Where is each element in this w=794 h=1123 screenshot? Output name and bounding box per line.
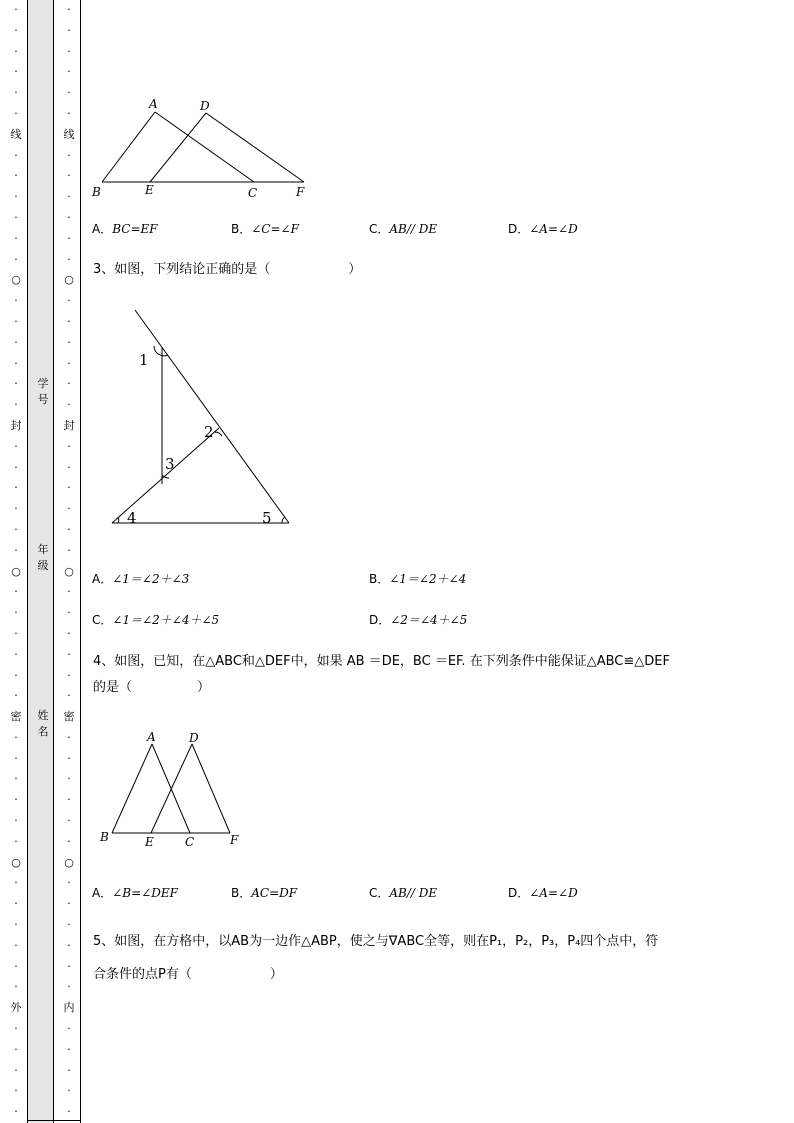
margin-dot: · <box>14 938 18 952</box>
margin-dot: · <box>67 918 71 932</box>
margin-dot: · <box>14 65 18 79</box>
margin-dot: · <box>14 377 18 391</box>
margin-dot: · <box>67 356 71 370</box>
margin-dot: · <box>14 793 18 807</box>
option-key: C． <box>92 613 113 627</box>
margin-dot: · <box>14 730 18 744</box>
q4-label-A: A <box>147 730 156 744</box>
margin-dot: · <box>14 814 18 828</box>
inner-dot-column <box>59 0 79 1123</box>
margin-dot: · <box>67 814 71 828</box>
q4-label-E: E <box>145 835 154 849</box>
margin-dot: · <box>67 606 71 620</box>
option-key: A． <box>92 886 113 900</box>
margin-dot: · <box>14 626 18 640</box>
margin-dot: · <box>67 252 71 266</box>
q4-label-B: B <box>100 830 109 844</box>
margin-dot: · <box>67 1022 71 1036</box>
margin-dot: · <box>14 1042 18 1056</box>
margin-seal-mark: 封 <box>10 418 22 432</box>
option-key: B． <box>231 222 252 236</box>
margin-dot: · <box>14 585 18 599</box>
option-text: ∠2＝∠4＋∠5 <box>390 613 468 627</box>
margin-dot: · <box>14 1105 18 1119</box>
margin-seal-mark: 封 <box>63 418 75 432</box>
margin-dot: · <box>67 647 71 661</box>
margin-dot: · <box>14 23 18 37</box>
margin-dot: · <box>14 86 18 100</box>
margin-dot: · <box>67 460 71 474</box>
margin-dot: · <box>67 876 71 890</box>
q2-option-a <box>92 221 158 237</box>
margin-seal-mark: 密 <box>63 710 75 724</box>
margin-seal-mark: 线 <box>63 127 75 141</box>
option-text: ∠1＝∠2＋∠3 <box>112 572 190 586</box>
label-name: 姓名 <box>37 709 49 738</box>
margin-dot: · <box>67 959 71 973</box>
margin-right-edge <box>80 0 81 1123</box>
option-text: ∠1＝∠2＋∠4 <box>389 572 467 586</box>
q3-option-b <box>369 571 466 587</box>
margin-circle: ○ <box>11 855 21 869</box>
margin-dot: · <box>67 543 71 557</box>
margin-dot: · <box>67 294 71 308</box>
q4-option-a <box>92 885 178 901</box>
q4-label-D: D <box>189 731 199 745</box>
margin-dot: · <box>14 231 18 245</box>
margin-dot: · <box>67 377 71 391</box>
margin-circle: ○ <box>11 564 21 578</box>
margin-dot: · <box>14 689 18 703</box>
margin-dot: · <box>67 23 71 37</box>
margin-dot: · <box>14 959 18 973</box>
margin-circle: ○ <box>64 564 74 578</box>
margin-dot: · <box>67 502 71 516</box>
q2-option-c <box>369 221 437 237</box>
label-grade: 年级 <box>37 543 49 572</box>
outer-dot-column <box>6 0 26 1123</box>
margin-dot: · <box>14 460 18 474</box>
option-text: BC=EF <box>112 222 158 236</box>
q4-label-F: F <box>230 833 239 847</box>
margin-dot: · <box>67 190 71 204</box>
q4-figure <box>96 728 246 852</box>
margin-dot: · <box>14 772 18 786</box>
margin-dot: · <box>67 3 71 16</box>
margin-dot: · <box>14 1063 18 1077</box>
margin-dot: · <box>67 522 71 536</box>
q3-angle-5: 5 <box>262 509 272 527</box>
margin-circle: ○ <box>64 273 74 287</box>
margin-dot: · <box>67 335 71 349</box>
q2-label-E: E <box>145 183 154 197</box>
option-text: ∠C=∠F <box>251 222 299 236</box>
q4-stem-line1: 4、如图，已知，在△ABC和△DEF中，如果 AB ＝DE，BC ＝EF. 在下列条件中能保证△ABC≌△DEF <box>93 654 670 669</box>
margin-dot: · <box>14 1084 18 1098</box>
margin-circle: ○ <box>64 855 74 869</box>
margin-dot: · <box>67 897 71 911</box>
margin-dot: · <box>14 169 18 183</box>
margin-dot: · <box>14 481 18 495</box>
option-text: AB// DE <box>389 222 438 236</box>
margin-dot: · <box>14 356 18 370</box>
q3-angle-3: 3 <box>165 455 175 473</box>
q5-stem-line2: 合条件的点P有（ ） <box>93 967 283 982</box>
margin-dot: · <box>67 169 71 183</box>
margin-dot: · <box>67 585 71 599</box>
margin-dot: · <box>14 543 18 557</box>
q5-stem-line1: 5、如图，在方格中，以AB为一边作△ABP，使之与∇ABC全等，则在P₁，P₂，P₃，P₄四个点中，符 <box>93 934 659 949</box>
option-text: ∠1＝∠2＋∠4＋∠5 <box>112 613 220 627</box>
q4-stem-line2: 的是（ ） <box>93 680 211 695</box>
margin-dot: · <box>67 689 71 703</box>
margin-dot: · <box>67 398 71 412</box>
margin-dot: · <box>14 897 18 911</box>
q3-figure <box>104 304 300 532</box>
margin-dot: · <box>67 980 71 994</box>
option-text: ∠A=∠D <box>529 886 578 900</box>
option-key: C． <box>369 886 390 900</box>
option-key: A． <box>92 572 113 586</box>
margin-dot: · <box>14 252 18 266</box>
margin-dot: · <box>14 502 18 516</box>
q3-option-a <box>92 571 189 587</box>
margin-dot: · <box>67 44 71 58</box>
q4-option-b <box>231 885 297 901</box>
option-key: A． <box>92 222 113 236</box>
margin-dot: · <box>14 398 18 412</box>
margin-dot: · <box>67 148 71 162</box>
margin-dot: · <box>67 1105 71 1119</box>
q4-option-c <box>369 885 437 901</box>
margin-dot: · <box>67 772 71 786</box>
margin-dot: · <box>14 876 18 890</box>
margin-dot: · <box>67 1063 71 1077</box>
label-student-no: 学号 <box>37 377 49 406</box>
q2-option-d <box>508 221 578 237</box>
margin-dot: · <box>67 86 71 100</box>
option-key: D． <box>508 886 530 900</box>
q3-option-c <box>92 612 219 628</box>
q2-label-A: A <box>149 97 158 111</box>
margin-dot: · <box>14 980 18 994</box>
q4-option-d <box>508 885 578 901</box>
margin-dot: · <box>14 834 18 848</box>
q3-option-d <box>369 612 467 628</box>
margin-dot: · <box>67 834 71 848</box>
margin-dot: · <box>67 626 71 640</box>
margin-dot: · <box>67 1042 71 1056</box>
margin-seal-mark: 线 <box>10 127 22 141</box>
q3-angle-1: 1 <box>139 351 149 369</box>
margin-dot: · <box>14 918 18 932</box>
option-text: ∠A=∠D <box>529 222 578 236</box>
margin-dot: · <box>67 210 71 224</box>
margin-dot: · <box>14 668 18 682</box>
q2-label-D: D <box>200 99 210 113</box>
option-text: AC=DF <box>251 886 298 900</box>
margin-dot: · <box>14 106 18 120</box>
q2-label-F: F <box>296 185 305 199</box>
margin-dot: · <box>14 606 18 620</box>
margin-dot: · <box>14 294 18 308</box>
margin-dot: · <box>67 314 71 328</box>
margin-dot: · <box>14 647 18 661</box>
margin-dot: · <box>14 44 18 58</box>
q2-label-C: C <box>248 186 258 200</box>
margin-dot: · <box>67 481 71 495</box>
margin-dot: · <box>67 730 71 744</box>
margin-dot: · <box>14 1022 18 1036</box>
margin-seal-mark: 内 <box>63 1001 75 1015</box>
margin-dot: · <box>14 335 18 349</box>
margin-dot: · <box>14 522 18 536</box>
margin-seal-mark: 密 <box>10 710 22 724</box>
q2-label-B: B <box>92 185 101 199</box>
q3-angle-2: 2 <box>204 423 214 441</box>
margin-dot: · <box>67 106 71 120</box>
margin-dot: · <box>67 1084 71 1098</box>
margin-dot: · <box>14 314 18 328</box>
margin-dot: · <box>67 231 71 245</box>
margin-dot: · <box>14 210 18 224</box>
margin-dot: · <box>67 668 71 682</box>
margin-dot: · <box>14 148 18 162</box>
option-key: B． <box>369 572 390 586</box>
option-text: ∠B=∠DEF <box>112 886 178 900</box>
option-text: AB// DE <box>389 886 438 900</box>
q3-angle-4: 4 <box>127 509 137 527</box>
margin-dot: · <box>67 65 71 79</box>
margin-dot: · <box>14 190 18 204</box>
option-key: D． <box>369 613 391 627</box>
margin-dot: · <box>67 938 71 952</box>
margin-dot: · <box>14 3 18 16</box>
option-key: D． <box>508 222 530 236</box>
margin-seal-mark: 外 <box>10 1001 22 1015</box>
margin-dot: · <box>14 751 18 765</box>
q2-option-b <box>231 221 299 237</box>
margin-dot: · <box>67 751 71 765</box>
margin-dot: · <box>67 793 71 807</box>
margin-dot: · <box>14 439 18 453</box>
option-key: B． <box>231 886 252 900</box>
q2-figure <box>88 94 318 206</box>
margin-circle: ○ <box>11 273 21 287</box>
margin-dot: · <box>67 439 71 453</box>
q4-label-C: C <box>185 835 195 849</box>
q3-stem: 3、如图，下列结论正确的是（ ） <box>93 262 362 277</box>
option-key: C． <box>369 222 390 236</box>
